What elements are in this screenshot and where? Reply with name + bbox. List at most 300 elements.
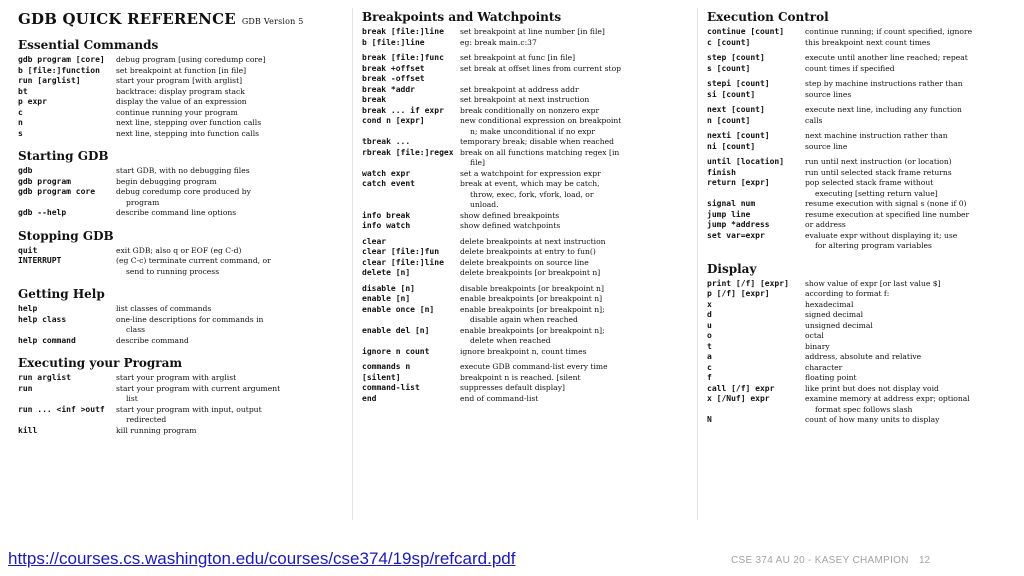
command-description: continue running your program: [116, 107, 238, 117]
command-syntax: commands n: [362, 362, 411, 371]
command-description: breakpoint n is reached. [silent: [460, 372, 581, 382]
command-syntax: f: [707, 373, 712, 382]
command-row: [707, 90, 1020, 101]
command-description: [458, 74, 688, 85]
command-description: resume execution with signal s (none if 0): [805, 199, 967, 208]
command-syntax: a: [707, 352, 712, 361]
refcard-title-text: GDB QUICK REFERENCE: [18, 10, 236, 28]
command-syntax: b [file:]line: [362, 37, 425, 47]
section: [707, 10, 1020, 252]
command-syntax: clear: [362, 236, 387, 246]
command-syntax: finish: [707, 167, 736, 177]
section-heading: Executing your Program: [18, 356, 183, 370]
command-row: [707, 331, 1020, 342]
command-row: [362, 137, 688, 148]
command-description: floating point: [805, 373, 857, 382]
command-description: start your program [with arglist]: [116, 76, 243, 85]
command-row: [362, 305, 688, 316]
command-row: [362, 326, 688, 337]
command-syntax: [362, 200, 458, 211]
column-divider: [697, 8, 698, 520]
command-description: count times if specified: [805, 63, 895, 73]
command-description: continue running; if count specified, ignore: [805, 27, 973, 36]
command-row: [18, 325, 344, 336]
command-row: [362, 221, 688, 232]
command-syntax: run ... <inf >outf: [18, 404, 105, 414]
command-row: [707, 157, 1020, 168]
command-row: [707, 178, 1020, 189]
command-row: [362, 106, 688, 117]
command-description: source line: [805, 141, 848, 151]
command-description: end of command-list: [460, 393, 539, 403]
command-description: send to running process: [126, 266, 220, 276]
command-syntax: nexti [count]: [707, 131, 770, 140]
command-syntax: call [/f] expr: [707, 383, 775, 393]
command-syntax: [362, 315, 458, 326]
command-syntax: run [arglist]: [18, 76, 81, 85]
command-row: [18, 87, 344, 98]
refcard-source-link[interactable]: https://courses.cs.washington.edu/courses/cse374/19sp/refcard.pdf: [8, 549, 516, 568]
command-row: [362, 284, 688, 295]
command-description: redirected: [126, 415, 167, 424]
command-description: disable again when reached: [470, 315, 578, 324]
command-syntax: o: [707, 331, 712, 340]
command-syntax: cond n [expr]: [362, 116, 425, 125]
command-syntax: stepi [count]: [707, 79, 770, 88]
command-description: run until next instruction (or location): [805, 157, 952, 166]
command-description: set breakpoint at func [in file]: [460, 53, 576, 62]
command-syntax: ignore n count: [362, 346, 430, 356]
command-description: break conditionally on nonzero expr: [460, 105, 600, 115]
command-syntax: break +offset: [362, 63, 425, 73]
slide-credit: CSE 374 AU 20 - KASEY CHAMPION: [731, 555, 909, 566]
command-row: [18, 246, 344, 257]
command-row: [707, 79, 1020, 90]
command-row: [362, 258, 688, 269]
column-divider: [352, 8, 353, 520]
command-row: [362, 383, 688, 394]
command-row: [18, 373, 344, 384]
command-syntax: enable once [n]: [362, 304, 435, 314]
command-row: [18, 198, 344, 209]
command-syntax: help: [18, 304, 38, 313]
section: [707, 262, 1020, 426]
command-syntax: break: [362, 95, 387, 104]
command-description: according to format f:: [805, 289, 890, 298]
command-description: resume execution at specified line number: [805, 209, 970, 219]
refcard-column-3: [707, 10, 1020, 436]
refcard-page: [10, 4, 1020, 524]
command-description: (eg C-c) terminate current command, or: [116, 256, 271, 265]
command-description: evaluate expr without displaying it; use: [805, 230, 958, 240]
command-syntax: end: [362, 393, 377, 403]
command-description: break on all functions matching regex [in: [460, 147, 620, 157]
command-syntax: clear [file:]fun: [362, 247, 440, 256]
command-description: execute next line, including any function: [805, 105, 962, 114]
command-row: [362, 169, 688, 180]
command-description: step by machine instructions rather than: [805, 79, 963, 88]
command-description: executing [setting return value]: [815, 188, 938, 198]
command-description: backtrace: display program stack: [116, 86, 245, 96]
command-description: delete breakpoints on source line: [460, 257, 589, 267]
command-row: [707, 64, 1020, 75]
command-row: [18, 187, 344, 198]
command-description: octal: [805, 331, 824, 340]
command-syntax: gdb program [core]: [18, 55, 105, 64]
command-syntax: break -offset: [362, 74, 425, 83]
command-description: ignore breakpoint n, count times: [460, 346, 587, 356]
command-description: eg: break main.c:37: [460, 37, 537, 47]
command-row: [18, 208, 344, 219]
command-row: [18, 384, 344, 395]
command-row: [707, 168, 1020, 179]
command-syntax: set var=expr: [707, 230, 765, 240]
command-description: show value of expr [or last value $]: [805, 278, 941, 288]
command-syntax: [18, 415, 114, 426]
command-syntax: return [expr]: [707, 178, 770, 187]
command-syntax: info watch: [362, 221, 411, 230]
section-heading: Stopping GDB: [18, 228, 114, 243]
command-syntax: t: [707, 341, 712, 351]
refcard-column-1: [18, 10, 344, 446]
command-description: set breakpoint at next instruction: [460, 95, 590, 104]
command-syntax: info break: [362, 210, 411, 220]
command-row: [362, 148, 688, 159]
command-syntax: ni [count]: [707, 141, 756, 151]
command-syntax: s [count]: [707, 63, 751, 73]
command-row: [707, 373, 1020, 384]
command-row: [18, 394, 344, 405]
command-syntax: until [location]: [707, 157, 785, 166]
command-row: [18, 129, 344, 140]
section: [18, 229, 344, 278]
command-syntax: x [/Nuf] expr: [707, 394, 770, 403]
command-syntax: s: [18, 128, 23, 138]
command-row: [18, 315, 344, 326]
command-row: [707, 27, 1020, 38]
command-description: set break at offset lines from current stop: [460, 63, 622, 73]
command-syntax: step [count]: [707, 53, 765, 62]
command-syntax: d: [707, 310, 712, 319]
command-description: pop selected stack frame without: [805, 178, 934, 187]
command-description: new conditional expression on breakpoint: [460, 116, 622, 125]
command-row: [18, 426, 344, 437]
command-syntax: [362, 336, 458, 347]
command-row: [18, 304, 344, 315]
command-row: [707, 142, 1020, 153]
command-row: [362, 247, 688, 258]
command-syntax: tbreak ...: [362, 137, 411, 146]
command-row: [362, 294, 688, 305]
command-row: [18, 97, 344, 108]
command-row: [707, 38, 1020, 49]
command-description: calls: [805, 115, 823, 125]
command-syntax: run arglist: [18, 373, 71, 382]
command-description: signed decimal: [805, 310, 864, 319]
command-row: [707, 131, 1020, 142]
command-description: enable breakpoints [or breakpoint n]: [460, 294, 603, 303]
command-syntax: disable [n]: [362, 283, 415, 293]
command-syntax: gdb program: [18, 176, 71, 186]
command-row: [707, 105, 1020, 116]
command-row: [362, 190, 688, 201]
command-row: [362, 394, 688, 405]
command-description: binary: [805, 341, 830, 351]
command-description: delete breakpoints at entry to fun(): [460, 247, 596, 256]
command-syntax: [362, 190, 458, 201]
command-syntax: gdb: [18, 166, 33, 175]
section: [18, 38, 344, 139]
section: [18, 287, 344, 346]
command-description: or address: [805, 220, 846, 229]
command-row: [362, 315, 688, 326]
command-description: like print but does not display void: [805, 383, 939, 393]
command-syntax: break [file:]line: [362, 27, 444, 36]
command-syntax: [silent]: [362, 372, 401, 382]
command-description: class: [126, 325, 146, 334]
command-description: show defined breakpoints: [460, 210, 560, 220]
command-syntax: signal num: [707, 199, 756, 208]
command-syntax: [707, 189, 803, 200]
command-syntax: N: [707, 415, 712, 424]
command-syntax: n: [18, 118, 23, 127]
command-description: execute until another line reached; repeat: [805, 53, 968, 62]
section-heading: Breakpoints and Watchpoints: [362, 10, 562, 24]
command-row: [362, 95, 688, 106]
command-description: start your program with input, output: [116, 404, 262, 414]
command-description: one-line descriptions for commands in: [116, 314, 264, 324]
command-row: [18, 166, 344, 177]
command-row: [18, 55, 344, 66]
command-row: [18, 405, 344, 416]
command-description: show defined watchpoints: [460, 221, 561, 230]
command-syntax: catch event: [362, 179, 415, 188]
command-description: debug coredump core produced by: [116, 187, 251, 196]
command-syntax: command-list: [362, 383, 420, 392]
command-syntax: x: [707, 299, 712, 309]
command-row: [362, 237, 688, 248]
command-row: [707, 199, 1020, 210]
command-syntax: gdb --help: [18, 208, 67, 217]
command-description: next line, stepping into function calls: [116, 128, 260, 138]
command-row: [18, 336, 344, 347]
command-row: [707, 231, 1020, 242]
command-description: format spec follows slash: [815, 404, 913, 414]
command-description: execute GDB command-list every time: [460, 362, 608, 371]
command-row: [362, 347, 688, 358]
command-description: start your program with current argument: [116, 383, 281, 393]
command-syntax: [362, 127, 458, 138]
command-row: [707, 384, 1020, 395]
command-syntax: break [file:]func: [362, 53, 444, 62]
command-row: [362, 268, 688, 279]
command-description: source lines: [805, 89, 852, 99]
command-row: [362, 158, 688, 169]
command-description: address, absolute and relative: [805, 352, 922, 361]
command-row: [707, 415, 1020, 426]
command-syntax: c [count]: [707, 37, 751, 47]
command-row: [707, 210, 1020, 221]
command-description: next line, stepping over function calls: [116, 118, 262, 127]
command-row: [362, 179, 688, 190]
command-row: [18, 66, 344, 77]
command-description: hexadecimal: [805, 299, 854, 309]
command-description: throw, exec, fork, vfork, load, or: [470, 189, 594, 199]
command-syntax: break ... if expr: [362, 105, 444, 115]
command-description: describe command: [116, 335, 189, 345]
command-description: program: [126, 197, 160, 207]
command-description: enable breakpoints [or breakpoint n];: [460, 325, 605, 335]
section-heading: Getting Help: [18, 287, 105, 301]
command-row: [362, 64, 688, 75]
command-row: [707, 321, 1020, 332]
command-syntax: quit: [18, 245, 38, 255]
command-description: list classes of commands: [116, 304, 212, 313]
command-description: set a watchpoint for expression expr: [460, 168, 601, 178]
command-description: delete breakpoints [or breakpoint n]: [460, 268, 601, 277]
slide-page-number: 12: [919, 555, 931, 566]
command-row: [362, 53, 688, 64]
command-description: character: [805, 362, 843, 372]
command-row: [707, 189, 1020, 200]
command-description: suppresses default display]: [460, 383, 565, 392]
command-row: [707, 405, 1020, 416]
command-row: [18, 118, 344, 129]
command-row: [362, 74, 688, 85]
command-row: [707, 241, 1020, 252]
command-syntax: [18, 325, 114, 336]
command-syntax: jump *address: [707, 220, 770, 229]
command-row: [362, 127, 688, 138]
command-syntax: help command: [18, 335, 76, 345]
command-syntax: p [/f] [expr]: [707, 289, 770, 298]
command-row: [707, 342, 1020, 353]
command-syntax: jump line: [707, 209, 751, 219]
command-row: [362, 373, 688, 384]
command-description: set breakpoint at address addr: [460, 84, 579, 94]
command-syntax: clear [file:]line: [362, 257, 444, 267]
command-row: [707, 394, 1020, 405]
command-row: [362, 85, 688, 96]
command-row: [707, 289, 1020, 300]
command-syntax: [18, 267, 114, 278]
command-description: kill running program: [116, 425, 197, 435]
command-description: start your program with arglist: [116, 373, 237, 382]
command-description: run until selected stack frame returns: [805, 167, 952, 177]
command-row: [362, 116, 688, 127]
refcard-version: GDB Version 5: [241, 17, 304, 26]
command-syntax: [18, 198, 114, 209]
command-description: next machine instruction rather than: [805, 131, 948, 140]
command-description: exit GDB; also q or EOF (eg C-d): [116, 245, 242, 255]
section-heading: Execution Control: [707, 10, 829, 24]
section: [18, 356, 344, 436]
command-syntax: c: [18, 107, 23, 117]
command-description: break at event, which may be catch,: [460, 179, 600, 188]
refcard-column-2: [362, 10, 688, 414]
command-description: enable breakpoints [or breakpoint n];: [460, 304, 605, 314]
section-heading: Display: [707, 261, 757, 276]
command-description: file]: [470, 158, 485, 167]
command-syntax: b [file:]function: [18, 65, 100, 75]
command-row: [18, 177, 344, 188]
command-description: temporary break; disable when reached: [460, 137, 615, 146]
command-syntax: continue [count]: [707, 27, 785, 36]
command-row: [362, 38, 688, 49]
command-description: disable breakpoints [or breakpoint n]: [460, 283, 604, 293]
command-description: begin debugging program: [116, 176, 217, 186]
command-description: set breakpoint at function [in file]: [116, 65, 247, 75]
command-syntax: p expr: [18, 97, 47, 106]
section: [18, 149, 344, 219]
command-row: [362, 336, 688, 347]
command-row: [707, 53, 1020, 64]
command-row: [18, 76, 344, 87]
command-row: [707, 279, 1020, 290]
command-row: [362, 200, 688, 211]
command-row: [18, 256, 344, 267]
command-description: examine memory at address expr; optional: [805, 394, 970, 403]
command-row: [362, 211, 688, 222]
section-heading: Starting GDB: [18, 149, 109, 163]
command-syntax: bt: [18, 86, 28, 96]
command-syntax: watch expr: [362, 168, 411, 178]
command-syntax: rbreak [file:]regex: [362, 147, 454, 157]
command-syntax: si [count]: [707, 89, 756, 99]
command-syntax: break *addr: [362, 84, 415, 94]
command-row: [707, 363, 1020, 374]
command-syntax: [362, 158, 458, 169]
command-syntax: gdb program core: [18, 187, 96, 196]
command-description: display the value of an expression: [116, 97, 247, 106]
command-row: [707, 352, 1020, 363]
command-description: this breakpoint next count times: [805, 37, 931, 47]
command-description: list: [126, 394, 138, 403]
command-syntax: n [count]: [707, 115, 751, 125]
command-description: count of how many units to display: [805, 415, 940, 424]
command-description: set breakpoint at line number [in file]: [460, 27, 605, 36]
command-syntax: next [count]: [707, 105, 765, 114]
command-syntax: [707, 241, 803, 252]
command-row: [707, 116, 1020, 127]
command-row: [18, 108, 344, 119]
command-description: debug program [using coredump core]: [116, 55, 266, 64]
command-syntax: enable del [n]: [362, 325, 430, 335]
command-syntax: run: [18, 383, 33, 393]
command-syntax: INTERRUPT: [18, 256, 62, 265]
command-description: describe command line options: [116, 208, 237, 217]
command-description: for altering program variables: [815, 241, 932, 250]
command-syntax: print [/f] [expr]: [707, 278, 789, 288]
command-description: start GDB, with no debugging files: [116, 166, 250, 175]
command-row: [18, 267, 344, 278]
command-row: [18, 415, 344, 426]
command-syntax: [707, 405, 803, 416]
section-heading: Essential Commands: [18, 38, 159, 52]
command-description: delete breakpoints at next instruction: [460, 236, 606, 246]
refcard-title: [18, 10, 344, 28]
command-description: n; make unconditional if no expr: [470, 126, 595, 136]
command-syntax: enable [n]: [362, 294, 411, 303]
command-description: delete when reached: [470, 336, 551, 345]
command-row: [707, 300, 1020, 311]
command-row: [707, 310, 1020, 321]
section: [362, 10, 688, 404]
command-syntax: help class: [18, 314, 67, 324]
command-syntax: delete [n]: [362, 268, 411, 277]
command-syntax: kill: [18, 425, 38, 435]
command-syntax: u: [707, 320, 712, 330]
